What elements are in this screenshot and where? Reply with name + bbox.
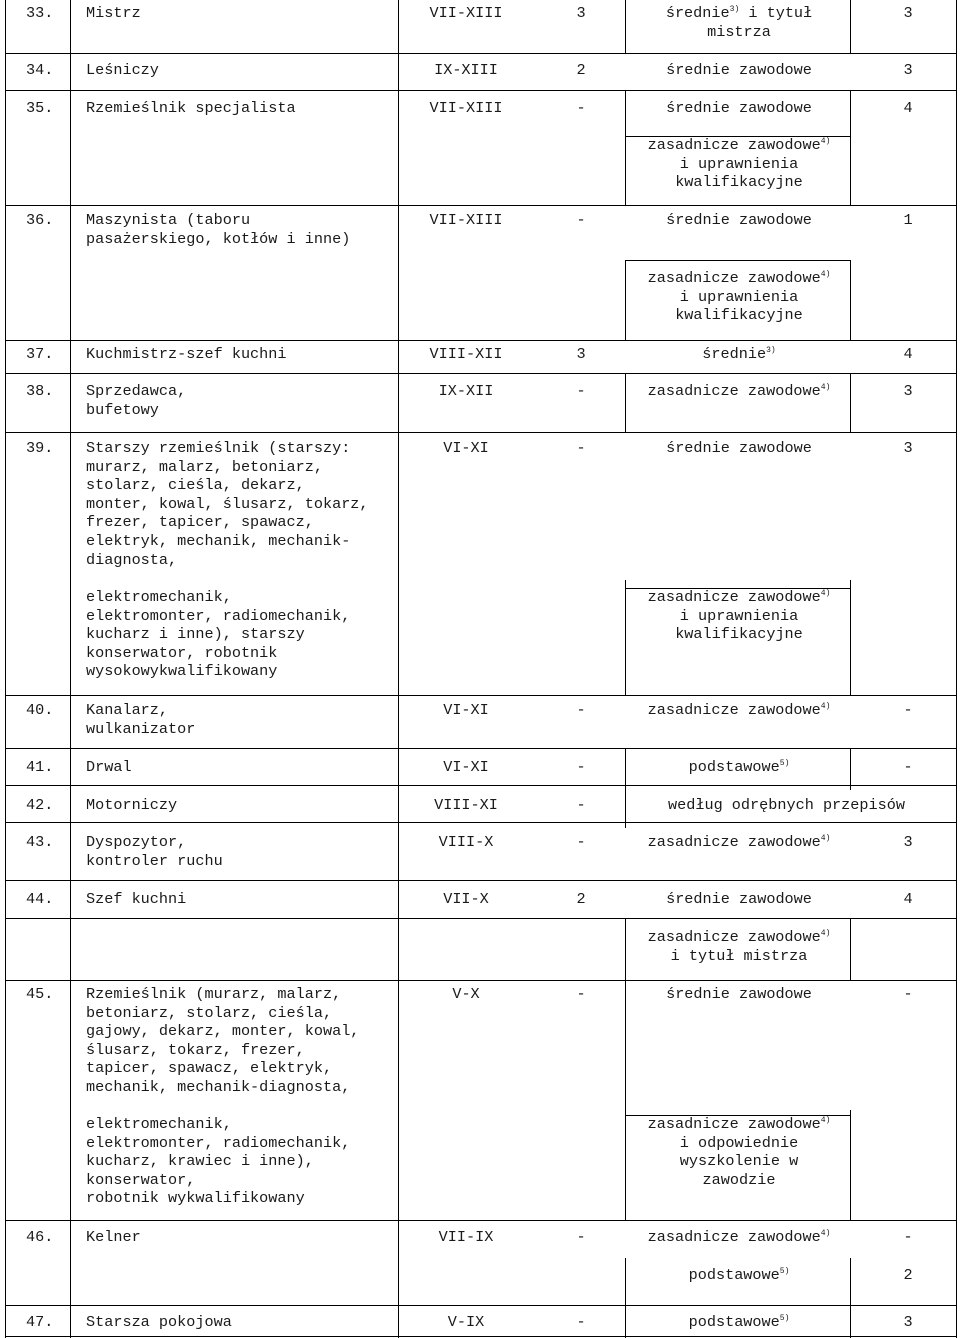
text-fragment: zasadnicze zawodowe xyxy=(647,136,821,154)
text-fragment: kwalifikacyjne xyxy=(675,173,803,192)
text-fragment: średnie xyxy=(702,345,767,363)
salary-grades: VIII-XII xyxy=(429,345,503,363)
education-requirement xyxy=(624,985,854,1004)
footnote-marker: 4) xyxy=(820,383,831,392)
position-name-line: diagnosta, xyxy=(86,550,178,569)
years-experience: - xyxy=(576,439,586,457)
position-name xyxy=(86,985,359,1097)
position-name xyxy=(86,1313,232,1332)
position-name-line: Kuchmistrz-szef kuchni xyxy=(86,345,287,363)
text-fragment: średnie zawodowe xyxy=(666,985,812,1003)
education-line xyxy=(624,947,854,966)
position-name-line: Mistrz xyxy=(86,4,141,22)
footnote-marker: 5) xyxy=(779,1267,790,1276)
row-number: 33. xyxy=(26,4,54,22)
education-line xyxy=(624,833,854,852)
grid-line xyxy=(5,918,956,919)
grid-line xyxy=(70,0,71,1338)
text-fragment: zasadnicze zawodowe xyxy=(647,382,821,400)
salary-grades: VII-XIII xyxy=(429,211,503,229)
education-line xyxy=(624,439,854,458)
years-experience: - xyxy=(576,99,586,117)
position-name-line: Drwal xyxy=(86,758,132,776)
text-fragment: średnie xyxy=(665,4,730,22)
education-line xyxy=(624,23,854,42)
text-fragment: średnie zawodowe xyxy=(666,99,812,117)
position-name-line: Rzemieślnik specjalista xyxy=(86,99,296,117)
grid-line xyxy=(5,822,956,823)
category: - xyxy=(903,758,913,776)
salary-grades: VI-XI xyxy=(443,758,489,776)
position-name-line: elektryk, mechanik, mechanik- xyxy=(86,531,351,550)
position-name-line: wulkanizator xyxy=(86,719,196,738)
category: 4 xyxy=(903,890,913,908)
footnote-marker: 4) xyxy=(820,270,831,279)
text-fragment: i uprawnienia xyxy=(679,606,799,625)
position-name-line: tapicer, spawacz, elektryk, xyxy=(86,1059,333,1078)
text-fragment: podstawowe xyxy=(688,1266,780,1284)
row-number: 40. xyxy=(26,701,54,719)
education-alternative xyxy=(624,269,854,325)
position-name-line: elektromonter, radiomechanik, xyxy=(86,1133,351,1152)
grid-line xyxy=(5,695,956,696)
position-name-line: Kelner xyxy=(86,1228,141,1246)
grid-line xyxy=(5,1305,956,1306)
education-requirement xyxy=(624,99,854,118)
education-line xyxy=(624,211,854,230)
text-fragment: i odpowiednie xyxy=(679,1133,799,1152)
row-number: 47. xyxy=(26,1313,54,1331)
grid-line xyxy=(5,90,956,91)
text-fragment: i uprawnienia xyxy=(679,154,799,173)
years-experience: - xyxy=(576,985,586,1003)
text-fragment: zasadnicze zawodowe xyxy=(647,269,821,287)
row-number: 39. xyxy=(26,439,54,457)
education-line xyxy=(624,1152,854,1171)
footnote-marker: 5) xyxy=(779,1314,790,1323)
position-name-line: robotnik wykwalifikowany xyxy=(86,1189,305,1208)
category: 3 xyxy=(903,4,913,22)
education-line xyxy=(624,288,854,307)
text-fragment: i tytuł mistrza xyxy=(670,946,808,965)
row-number: 46. xyxy=(26,1228,54,1246)
category: 4 xyxy=(903,345,913,363)
salary-grades: VIII-X xyxy=(438,833,494,851)
salary-grades: IX-XIII xyxy=(434,61,498,79)
education-line xyxy=(624,1171,854,1190)
text-fragment: kwalifikacyjne xyxy=(675,625,803,644)
salary-grades: VIII-XI xyxy=(434,796,498,814)
years-experience: - xyxy=(576,833,586,851)
grid-line xyxy=(5,373,956,374)
text-fragment: podstawowe xyxy=(688,758,780,776)
text-fragment: wyszkolenie w xyxy=(679,1152,799,1171)
row-number: 42. xyxy=(26,796,54,814)
education-line xyxy=(624,345,854,364)
text-fragment: mistrza xyxy=(707,22,771,41)
footnote-marker: 5) xyxy=(779,759,790,768)
position-name-line: kucharz, krawiec i inne), xyxy=(86,1152,314,1171)
years-experience: - xyxy=(576,796,586,814)
category: 4 xyxy=(903,99,913,117)
position-name-line: konserwator, xyxy=(86,1170,196,1189)
position-name xyxy=(86,1228,141,1247)
row-number: 44. xyxy=(26,890,54,908)
position-name-line: pasażerskiego, kotłów i inne) xyxy=(86,229,351,248)
years-experience: 3 xyxy=(576,4,586,22)
position-name-line: elektromonter, radiomechanik, xyxy=(86,606,351,625)
education-line xyxy=(624,61,854,80)
row-number: 37. xyxy=(26,345,54,363)
category: 1 xyxy=(903,211,913,229)
category: 3 xyxy=(903,833,913,851)
education-requirement xyxy=(624,833,854,852)
education-requirement xyxy=(624,439,854,458)
position-name-line: murarz, malarz, betoniarz, xyxy=(86,457,323,476)
education-requirement xyxy=(624,61,854,80)
position-name-line: Starszy rzemieślnik (starszy: xyxy=(86,439,351,457)
position-name xyxy=(86,758,132,777)
category: 3 xyxy=(903,61,913,79)
education-line xyxy=(624,382,854,401)
grid-line xyxy=(5,880,956,881)
education-alternative xyxy=(624,136,854,192)
salary-grades: IX-XII xyxy=(438,382,494,400)
position-name-line: frezer, tapicer, spawacz, xyxy=(86,513,314,532)
education-requirement xyxy=(624,4,854,41)
education-requirement xyxy=(624,1313,854,1332)
education-requirement xyxy=(624,758,854,777)
education-line xyxy=(624,758,854,777)
education-requirement: według odrębnych przepisów xyxy=(668,796,905,814)
years-experience: - xyxy=(576,211,586,229)
education-line xyxy=(624,607,854,626)
education-requirement xyxy=(624,382,854,401)
text-fragment: podstawowe xyxy=(688,1313,780,1331)
footnote-marker: 4) xyxy=(820,589,831,598)
category: 3 xyxy=(903,382,913,400)
footnote-marker: 4) xyxy=(820,1116,831,1125)
text-fragment: średnie zawodowe xyxy=(666,211,812,229)
education-line xyxy=(624,4,854,23)
text-fragment: zasadnicze zawodowe xyxy=(647,588,821,606)
education-alternative xyxy=(624,1115,854,1189)
salary-grades: VII-X xyxy=(443,890,489,908)
grid-line xyxy=(5,1220,956,1221)
education-line xyxy=(624,1134,854,1153)
years-experience: - xyxy=(576,758,586,776)
education-line xyxy=(624,985,854,1004)
text-fragment: zasadnicze zawodowe xyxy=(647,1115,821,1133)
education-line xyxy=(624,173,854,192)
education-line xyxy=(624,588,854,607)
grid-line xyxy=(5,748,956,749)
years-experience: - xyxy=(576,382,586,400)
row-number: 34. xyxy=(26,61,54,79)
education-line xyxy=(624,1313,854,1332)
education-line xyxy=(624,1115,854,1134)
position-name xyxy=(86,211,350,248)
position-name-line: konserwator, robotnik xyxy=(86,643,278,662)
salary-grades: VII-XIII xyxy=(429,99,503,117)
position-name-continued xyxy=(86,1115,350,1208)
years-experience: 3 xyxy=(576,345,586,363)
position-name-line: Starsza pokojowa xyxy=(86,1313,232,1331)
position-name-line: elektromechanik, xyxy=(86,588,232,606)
years-experience: - xyxy=(576,701,586,719)
text-fragment: i tytuł xyxy=(739,4,813,22)
row-number: 43. xyxy=(26,833,54,851)
footnote-marker: 3) xyxy=(766,346,776,355)
grid-line xyxy=(5,340,956,341)
footnote-marker: 4) xyxy=(820,929,831,938)
education-line xyxy=(624,1228,854,1247)
grid-line xyxy=(5,432,956,433)
position-name-line: kucharz i inne), starszy xyxy=(86,625,305,644)
text-fragment: kwalifikacyjne xyxy=(675,306,803,325)
position-name-line: Sprzedawca, xyxy=(86,382,187,400)
position-name xyxy=(86,382,186,419)
row-number: 36. xyxy=(26,211,54,229)
salary-grades: VI-XI xyxy=(443,439,489,457)
grid-line xyxy=(5,785,956,786)
position-name-line: Szef kuchni xyxy=(86,890,187,908)
position-name-line: ślusarz, tokarz, frezer, xyxy=(86,1040,305,1059)
text-fragment: zasadnicze zawodowe xyxy=(647,928,821,946)
education-alternative xyxy=(624,1266,854,1285)
education-line xyxy=(624,155,854,174)
position-name-line: stolarz, cieśla, dekarz, xyxy=(86,476,305,495)
education-alternative xyxy=(624,928,854,965)
text-fragment: zawodzie xyxy=(702,1170,776,1189)
position-name xyxy=(86,890,186,909)
category: 3 xyxy=(903,439,913,457)
education-line xyxy=(624,1266,854,1285)
grid-line xyxy=(5,53,956,54)
salary-grades: V-IX xyxy=(447,1313,485,1331)
position-name-line: bufetowy xyxy=(86,400,159,419)
position-name-line: Motorniczy xyxy=(86,796,178,814)
education-requirement xyxy=(624,701,854,720)
position-name-line: Maszynista (taboru xyxy=(86,211,251,229)
footnote-marker: 3) xyxy=(729,5,740,14)
years-experience: 2 xyxy=(576,890,586,908)
text-fragment: zasadnicze zawodowe xyxy=(647,701,821,719)
salary-grades: V-X xyxy=(452,985,480,1003)
education-line xyxy=(624,99,854,118)
education-line xyxy=(624,625,854,644)
text-fragment: średnie zawodowe xyxy=(666,439,812,457)
grid-line xyxy=(5,1336,956,1337)
position-name-line: gajowy, dekarz, monter, kowal, xyxy=(86,1022,360,1041)
position-name-line: Leśniczy xyxy=(86,61,159,79)
position-name-line: monter, kowal, ślusarz, tokarz, xyxy=(86,494,369,513)
position-name-line: kontroler ruchu xyxy=(86,851,223,870)
position-name xyxy=(86,99,296,118)
row-number: 35. xyxy=(26,99,54,117)
years-experience: 2 xyxy=(576,61,586,79)
row-number: 41. xyxy=(26,758,54,776)
education-requirement xyxy=(624,345,854,364)
position-name-line: wysokowykwalifikowany xyxy=(86,662,278,681)
grid-line xyxy=(625,260,850,261)
education-requirement xyxy=(624,1228,854,1247)
footnote-marker: 4) xyxy=(820,1229,831,1238)
row-number: 45. xyxy=(26,985,54,1003)
salary-grades: VII-IX xyxy=(438,1228,494,1246)
row-number: 38. xyxy=(26,382,54,400)
position-name xyxy=(86,345,287,364)
salary-grades: VI-XI xyxy=(443,701,489,719)
footnote-marker: 4) xyxy=(820,702,831,711)
education-line xyxy=(624,136,854,155)
category: - xyxy=(903,1228,913,1246)
position-name xyxy=(86,833,223,870)
text-fragment: średnie zawodowe xyxy=(666,890,812,908)
grid-line xyxy=(5,980,956,981)
position-name-line: elektromechanik, xyxy=(86,1115,232,1133)
position-name xyxy=(86,701,195,738)
years-experience: - xyxy=(576,1228,586,1246)
text-fragment: i uprawnienia xyxy=(679,287,799,306)
footnote-marker: 4) xyxy=(820,137,831,146)
text-fragment: średnie zawodowe xyxy=(666,61,812,79)
grid-line xyxy=(5,205,956,206)
category: - xyxy=(903,985,913,1003)
position-name-line: Rzemieślnik (murarz, malarz, xyxy=(86,985,342,1003)
category: 3 xyxy=(903,1313,913,1331)
education-line xyxy=(624,928,854,947)
position-name xyxy=(86,796,177,815)
education-requirement xyxy=(624,211,854,230)
position-name xyxy=(86,61,159,80)
text-fragment: zasadnicze zawodowe xyxy=(647,833,821,851)
education-requirement xyxy=(624,890,854,909)
education-line xyxy=(624,890,854,909)
years-experience: - xyxy=(576,1313,586,1331)
education-alternative xyxy=(624,588,854,644)
text-fragment: zasadnicze zawodowe xyxy=(647,1228,821,1246)
position-name-line: mechanik, mechanik-diagnosta, xyxy=(86,1077,351,1096)
position-name xyxy=(86,4,141,23)
category-alternative: 2 xyxy=(903,1266,913,1284)
position-name-line: betoniarz, stolarz, cieśla, xyxy=(86,1003,333,1022)
footnote-marker: 4) xyxy=(820,834,831,843)
education-line xyxy=(624,269,854,288)
salary-grades: VII-XIII xyxy=(429,4,503,22)
grid-line xyxy=(956,0,957,1338)
position-name-line: Kanalarz, xyxy=(86,701,169,719)
education-line xyxy=(624,306,854,325)
position-name-continued xyxy=(86,588,350,681)
position-name xyxy=(86,439,369,569)
grid-line xyxy=(398,0,399,1338)
category: - xyxy=(903,701,913,719)
grid-line xyxy=(5,0,6,1338)
position-name-line: Dyspozytor, xyxy=(86,833,187,851)
education-line xyxy=(624,701,854,720)
